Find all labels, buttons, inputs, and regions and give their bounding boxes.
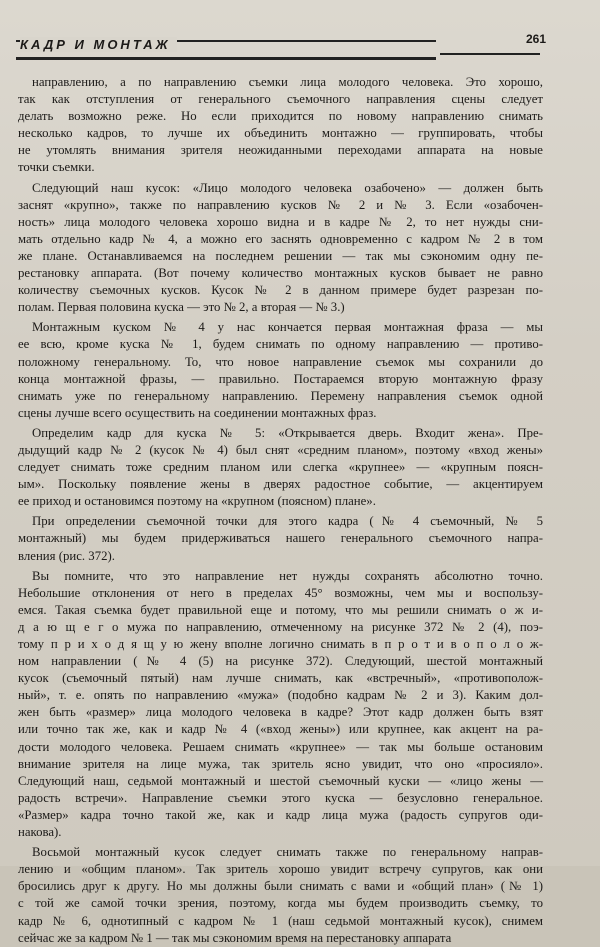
text-line: же плане. Останавливаемся на последнем решении — так мы сэкономим одну пе- bbox=[18, 248, 543, 263]
text-line: Следующий наш кусок: «Лицо молодого человека озабочено» — должен быть bbox=[32, 180, 543, 195]
text-line: кусок (съемочный пятый) нам лучше снимать, как «встречный», «противополож- bbox=[18, 671, 543, 686]
text-line: ее приход и остановимся поэтому на «крупном (поясном) плане». bbox=[18, 494, 376, 509]
text-line: жен быть «размер» лица молодого человека в кадре? Этот кадр должен быть взят bbox=[18, 705, 543, 720]
paragraph bbox=[18, 319, 543, 422]
text-line: Вы помните, что это направление нет нужды сохранять абсолютно точно. bbox=[32, 568, 543, 583]
header-rule bbox=[440, 53, 540, 55]
paragraph bbox=[18, 180, 543, 317]
text-line: следует снимать тоже средним планом или слегка «крупнее» — «крупным поясн- bbox=[18, 460, 543, 475]
text-line: сейчас же за кадром № 1 — так мы сэкономим время на перестановку аппарата bbox=[18, 930, 452, 945]
text-line: д а ю щ е г о мужа по направлению, отмеченному на рисунке 372 № 2 (4), поэ- bbox=[18, 619, 543, 634]
text-line: не утомлять внимания зрителя неожиданными переходами аппарата на новые bbox=[18, 143, 543, 158]
text-line: тому п р и х о д я щ у ю жену вполне логично снимать в п р о т и в о п о л о ж- bbox=[18, 637, 543, 651]
text-line: мать отдельно кадр № 4, а можно его заснять одновременно с кадром № 2 в том bbox=[18, 231, 543, 246]
text-line: При определении съемочной точки для этого кадра (№ 4 съемочный, № 5 bbox=[32, 514, 543, 529]
running-header bbox=[10, 28, 590, 58]
text-line: «Размер» кадра точно такой же, как и кадр лица мужа (радость супругов оди- bbox=[18, 807, 543, 822]
text-line: с той же самой точки зрения, поэтому, когда мы будем производить съемку, то bbox=[18, 896, 543, 911]
text-line: емся. Такая съемка будет правильной еще и потому, что мы решили снимать о ж и- bbox=[18, 602, 543, 617]
text-line: конца монтажной фразы, — правильно. Постараемся вторую монтажную фразу bbox=[18, 371, 543, 386]
body-text bbox=[18, 74, 543, 947]
text-line: Небольшие отклонения от него в пределах 45° возможны, чем мы и воспользу- bbox=[18, 585, 543, 600]
text-line: ный», т. е. опять по направлению «мужа» (подобно кадрам № 2 и 3). Каким дол- bbox=[18, 688, 543, 703]
text-line: дости молодого человека. Решаем снимать «крупнее» — так мы больше остановим bbox=[18, 739, 543, 754]
text-line: несколько кадров, то лучше их объединить монтажно — группировать, чтобы bbox=[18, 126, 543, 141]
text-line: Монтажным куском № 4 у нас кончается первая монтажная фраза — мы bbox=[32, 320, 543, 335]
text-line: рестановку аппарата. (Вот почему количество монтажных кусков бывает не равно bbox=[18, 266, 543, 281]
text-line: количеству съемочных кусков. Кусок № 2 в данном примере будет разрезан по- bbox=[18, 283, 543, 298]
text-line: Определим кадр для куска № 5: «Открывается дверь. Входит жена». Пре- bbox=[32, 425, 543, 440]
text-line: заснят «крупно», также по направлению кусков № 2 и № 3. Если «озабочен- bbox=[18, 197, 543, 212]
text-line: кадр № 6, однотипный с кадром № 1 (наш седьмой монтажный кусок), снимем bbox=[18, 913, 543, 928]
text-line: бросились друг к другу. Но мы должны были снимать с вами и «общий план» (№ 1) bbox=[18, 879, 543, 894]
text-line: ность» лица молодого человека хорошо видна и в кадре № 2, то нет нужды сни- bbox=[18, 214, 543, 229]
text-line: ым». Поскольку появление жены в дверях радостное событие, — акцентируем bbox=[18, 477, 543, 492]
text-line: Следующий наш, седьмой монтажный и шестой съемочный куски — «лицо жены — bbox=[18, 773, 543, 788]
text-line: монтажный) мы будем придерживаться нашего генерального съемочного напра- bbox=[18, 531, 543, 546]
text-line: сцены лучше всего осуществить на соединении монтажных фраз. bbox=[18, 405, 377, 420]
text-line: внимание зрителя на лице мужа, так зритель ясно увидит, что оно «просияло». bbox=[18, 756, 543, 771]
text-line: накова). bbox=[18, 825, 62, 840]
text-line: полам. Первая половина куска — это № 2, а вторая — № 3.) bbox=[18, 300, 345, 315]
page-number: 261 bbox=[525, 32, 546, 46]
running-title: КАДР И МОНТАЖ bbox=[20, 37, 177, 52]
text-line: направлению, а по направлению съемки лица молодого человека. Это хорошо, bbox=[32, 75, 543, 89]
paragraph bbox=[18, 568, 543, 842]
text-line: Восьмой монтажный кусок следует снимать также по генеральному направ- bbox=[32, 845, 543, 860]
text-line: радость встречи». Направление съемки этого куска — безусловно генеральное. bbox=[18, 790, 543, 805]
text-line: снимать уже по генеральному направлению. Перемену направления съемок одной bbox=[18, 388, 543, 403]
text-line: лению и «общим планом». Так зритель хорошо увидит встречу супругов, как они bbox=[18, 862, 543, 877]
paragraph bbox=[18, 844, 543, 947]
text-line: или точно так же, как и кадр № 4 («вход жены») или крупнее, как акцент на ра- bbox=[18, 722, 543, 737]
text-line: ее всю, кроме куска № 1, будем снимать по одному направлению — противо- bbox=[18, 337, 543, 352]
text-line: положному генеральному. То, что новое направление съемок мы сохранили до bbox=[18, 354, 543, 369]
text-line: вления (рис. 372). bbox=[18, 548, 115, 563]
text-line: делать возможно реже. Но если приходится по новому направлению снимать bbox=[18, 109, 543, 124]
paragraph bbox=[18, 513, 543, 564]
paragraph bbox=[18, 74, 543, 177]
text-line: так как отступления от генерального съемочного направления сцены следует bbox=[18, 92, 543, 107]
text-line: точки съемки. bbox=[18, 160, 95, 175]
text-line: ном направлении (№ 4 (5) на рисунке 372). Следующий, шестой монтажный bbox=[18, 654, 543, 669]
paragraph bbox=[18, 425, 543, 510]
text-line: дыдущий кадр № 2 (кусок № 4) был снят «средним планом», поэтому «вход жены» bbox=[18, 442, 543, 457]
